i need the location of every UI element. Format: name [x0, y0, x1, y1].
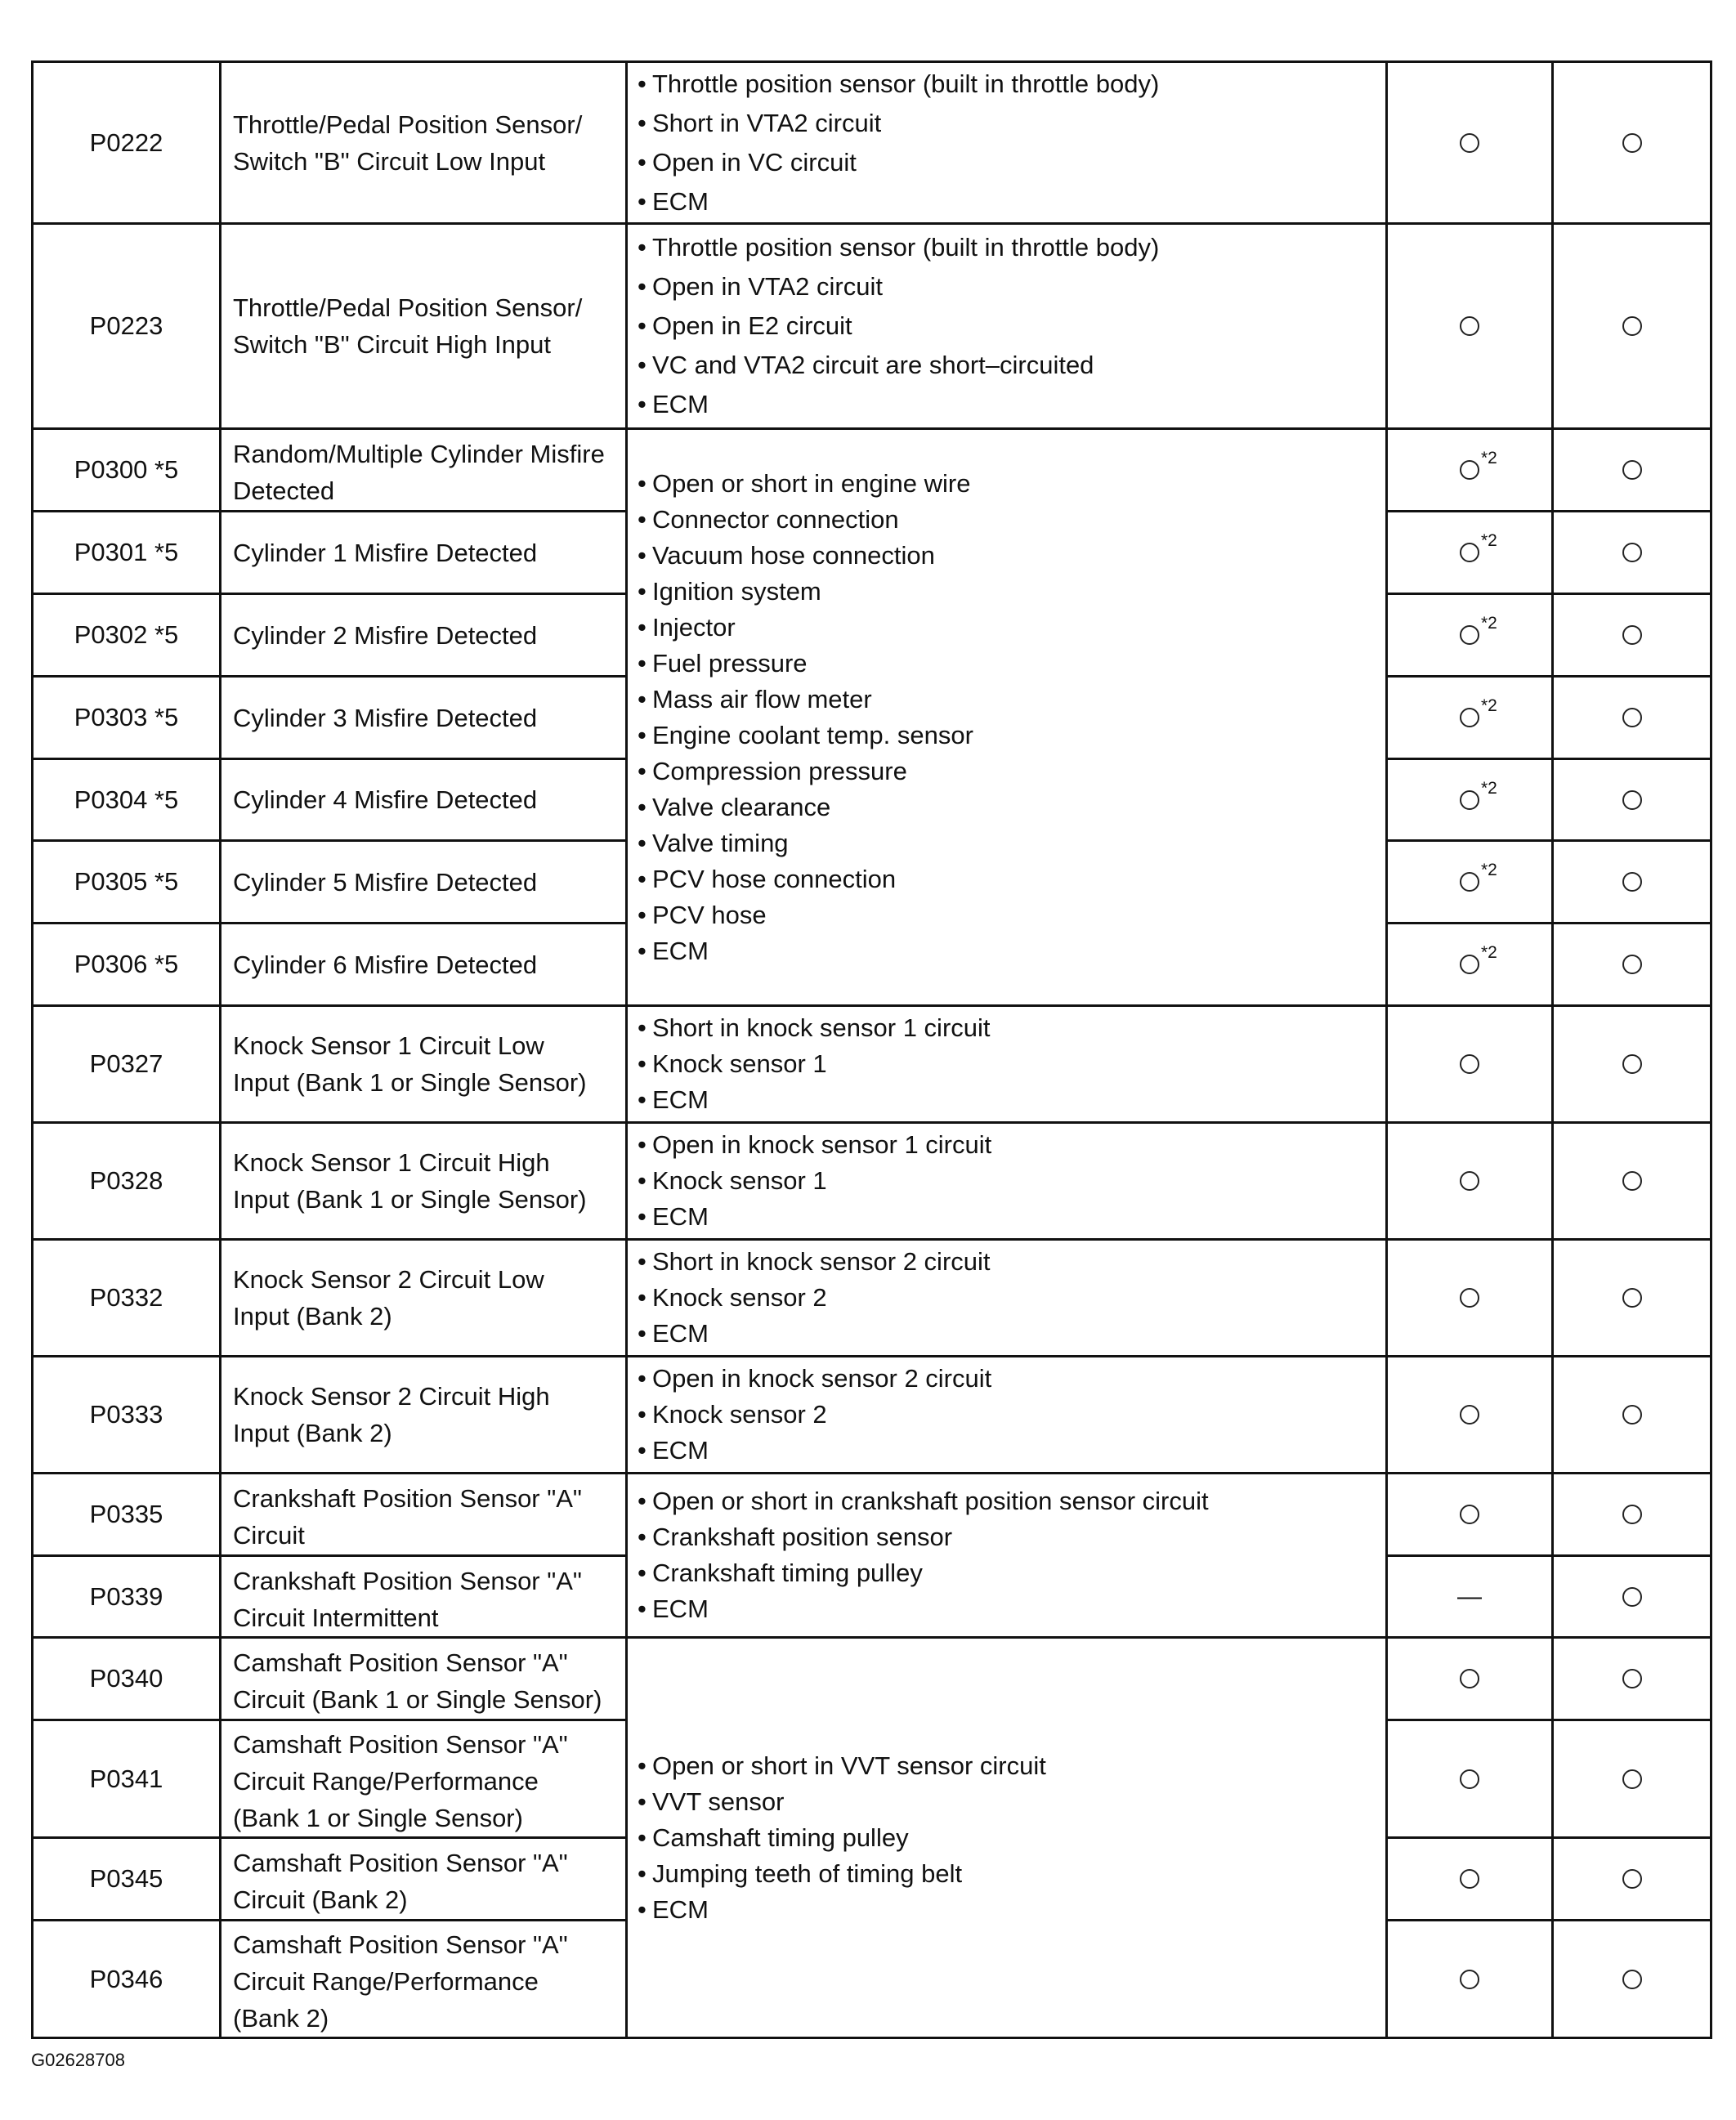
trouble-area-item: • Camshaft timing pulley	[636, 1820, 1374, 1856]
dtc-code: P0302 *5	[74, 620, 179, 649]
dtc-code: P0346	[89, 1964, 163, 1993]
detection-item-cell	[221, 1838, 627, 1921]
circle-mark-icon	[1460, 316, 1479, 336]
table-row	[33, 1357, 1711, 1474]
circle-mark-icon	[1460, 1505, 1479, 1524]
trouble-area-item: • ECM	[636, 1082, 1374, 1118]
dtc-code: P0327	[89, 1049, 163, 1078]
trouble-area-cell	[627, 1240, 1387, 1357]
circle-mark-icon	[1622, 1054, 1642, 1074]
dtc-code: P0341	[89, 1764, 163, 1793]
detection-item-cell	[221, 1638, 627, 1720]
memory-cell	[1553, 1638, 1711, 1720]
dtc-code-cell	[33, 1720, 221, 1838]
footnote-mark: *2	[1481, 614, 1497, 633]
detection-line: Camshaft Position Sensor "A"	[233, 1930, 568, 1959]
circle-mark-icon	[1460, 1769, 1479, 1789]
detection-line: Knock Sensor 2 Circuit Low	[233, 1265, 544, 1294]
mil-cell	[1387, 1357, 1553, 1474]
detection-line: Knock Sensor 1 Circuit High	[233, 1148, 550, 1177]
detection-line: Input (Bank 1 or Single Sensor)	[233, 1185, 587, 1214]
figure-id: G02628708	[31, 2050, 125, 2070]
memory-cell	[1553, 62, 1711, 224]
trouble-area-cell	[627, 1006, 1387, 1123]
detection-line: Camshaft Position Sensor "A"	[233, 1730, 568, 1759]
memory-cell	[1553, 1556, 1711, 1638]
circle-mark-icon	[1622, 1869, 1642, 1889]
memory-cell	[1553, 1474, 1711, 1556]
dtc-code-cell	[33, 429, 221, 512]
detection-line: (Bank 2)	[233, 2004, 329, 2033]
trouble-area-cell	[627, 62, 1387, 224]
dtc-code: P0305 *5	[74, 867, 179, 896]
mil-cell	[1387, 1123, 1553, 1240]
mil-cell	[1387, 1556, 1553, 1638]
dtc-code-cell	[33, 841, 221, 924]
circle-mark-icon	[1622, 1505, 1642, 1524]
trouble-area-item: • Valve timing	[636, 825, 1374, 861]
detection-line: Input (Bank 1 or Single Sensor)	[233, 1068, 587, 1097]
detection-item-cell	[221, 224, 627, 429]
trouble-area-item: • ECM	[636, 1199, 1374, 1235]
trouble-area-item: • Open in VTA2 circuit	[636, 267, 1374, 306]
circle-mark-icon	[1622, 1669, 1642, 1688]
mil-cell	[1387, 924, 1553, 1006]
dtc-code: P0345	[89, 1864, 163, 1893]
footnote-mark: *2	[1481, 778, 1497, 798]
circle-mark-icon	[1460, 955, 1479, 974]
dtc-code-cell	[33, 62, 221, 224]
dtc-code: P0223	[89, 311, 163, 340]
detection-item-cell	[221, 1720, 627, 1838]
table-row	[33, 224, 1711, 429]
trouble-area-item: • PCV hose connection	[636, 861, 1374, 897]
dtc-code: P0339	[89, 1581, 163, 1611]
mil-cell	[1387, 1720, 1553, 1838]
detection-item-cell	[221, 1556, 627, 1638]
dtc-code-cell	[33, 512, 221, 594]
dtc-code: P0328	[89, 1166, 163, 1195]
trouble-area-item: • ECM	[636, 385, 1374, 424]
memory-cell	[1553, 677, 1711, 759]
trouble-area-item: • Open or short in crankshaft position sensor circuit	[636, 1483, 1374, 1519]
memory-cell	[1553, 594, 1711, 677]
detection-line: Cylinder 3 Misfire Detected	[233, 703, 538, 732]
dtc-code: P0335	[89, 1500, 163, 1528]
table-row	[33, 1240, 1711, 1357]
detection-item-cell	[221, 594, 627, 677]
detection-item-cell	[221, 924, 627, 1006]
dtc-code-cell	[33, 1556, 221, 1638]
footnote-mark: *2	[1481, 861, 1497, 879]
trouble-area-item: • Valve clearance	[636, 789, 1374, 825]
mil-cell	[1387, 1838, 1553, 1921]
circle-mark-icon	[1622, 955, 1642, 974]
detection-item-cell	[221, 1006, 627, 1123]
table-row	[33, 1123, 1711, 1240]
trouble-area-item: • VC and VTA2 circuit are short–circuited	[636, 346, 1374, 385]
memory-cell	[1553, 1357, 1711, 1474]
mil-cell	[1387, 512, 1553, 594]
circle-mark-icon	[1622, 1171, 1642, 1191]
detection-line: Cylinder 4 Misfire Detected	[233, 785, 538, 814]
trouble-area-item: • Short in knock sensor 1 circuit	[636, 1010, 1374, 1046]
detection-item-cell	[221, 512, 627, 594]
detection-item-cell	[221, 759, 627, 841]
dtc-code: P0300 *5	[74, 455, 179, 484]
detection-line: Cylinder 6 Misfire Detected	[233, 950, 538, 979]
table-row	[33, 1474, 1711, 1556]
detection-item-cell	[221, 1357, 627, 1474]
mil-cell	[1387, 1921, 1553, 2038]
mil-cell	[1387, 1240, 1553, 1357]
dtc-code-cell	[33, 677, 221, 759]
detection-line: Detected	[233, 476, 335, 505]
trouble-area-item: • Open in VC circuit	[636, 143, 1374, 182]
detection-line: Circuit Intermittent	[233, 1603, 439, 1632]
circle-mark-icon	[1460, 1171, 1479, 1191]
detection-line: Knock Sensor 1 Circuit Low	[233, 1031, 544, 1060]
memory-cell	[1553, 512, 1711, 594]
memory-cell	[1553, 429, 1711, 512]
detection-item-cell	[221, 677, 627, 759]
dtc-code: P0332	[89, 1283, 163, 1312]
dtc-code-cell	[33, 224, 221, 429]
dtc-code-cell	[33, 1638, 221, 1720]
trouble-area-cell	[627, 1123, 1387, 1240]
detection-item-cell	[221, 1240, 627, 1357]
trouble-area-item: • Short in knock sensor 2 circuit	[636, 1244, 1374, 1280]
circle-mark-icon	[1460, 1288, 1479, 1308]
trouble-area-cell	[627, 1474, 1387, 1638]
memory-cell	[1553, 841, 1711, 924]
dtc-code: P0304 *5	[74, 785, 179, 814]
dtc-code: P0333	[89, 1400, 163, 1429]
trouble-area-item: • Compression pressure	[636, 754, 1374, 789]
dtc-code: P0301 *5	[74, 538, 179, 566]
dtc-code-cell	[33, 594, 221, 677]
circle-mark-icon	[1460, 1054, 1479, 1074]
dtc-code: P0303 *5	[74, 703, 179, 731]
dtc-code-cell	[33, 1357, 221, 1474]
detection-line: Random/Multiple Cylinder Misfire	[233, 440, 605, 468]
circle-mark-icon	[1460, 790, 1479, 810]
detection-line: Crankshaft Position Sensor "A"	[233, 1566, 582, 1595]
trouble-area-item: • Vacuum hose connection	[636, 538, 1374, 574]
trouble-area-item: • Short in VTA2 circuit	[636, 104, 1374, 143]
detection-line: (Bank 1 or Single Sensor)	[233, 1804, 523, 1832]
trouble-area-item: • ECM	[636, 1433, 1374, 1469]
trouble-area-item: • PCV hose	[636, 897, 1374, 933]
dtc-code-cell	[33, 1474, 221, 1556]
detection-line: Switch "B" Circuit High Input	[233, 330, 551, 359]
dtc-code-cell	[33, 1123, 221, 1240]
detection-line: Circuit Range/Performance	[233, 1767, 539, 1796]
trouble-area-item: • Open in knock sensor 1 circuit	[636, 1127, 1374, 1163]
detection-item-cell	[221, 841, 627, 924]
detection-line: Cylinder 1 Misfire Detected	[233, 538, 538, 567]
detection-line: Throttle/Pedal Position Sensor/	[233, 293, 583, 322]
table-row	[33, 429, 1711, 512]
trouble-area-item: • Open in knock sensor 2 circuit	[636, 1361, 1374, 1397]
detection-line: Circuit	[233, 1521, 305, 1550]
detection-line: Camshaft Position Sensor "A"	[233, 1648, 568, 1677]
trouble-area-item: • Throttle position sensor (built in throttle body)	[636, 65, 1374, 104]
memory-cell	[1553, 1240, 1711, 1357]
footnote-mark: *2	[1481, 943, 1497, 962]
mil-cell	[1387, 224, 1553, 429]
circle-mark-icon	[1622, 133, 1642, 153]
detection-item-cell	[221, 1123, 627, 1240]
memory-cell	[1553, 924, 1711, 1006]
detection-item-cell	[221, 62, 627, 224]
table-row	[33, 1006, 1711, 1123]
detection-item-cell	[221, 1921, 627, 2038]
trouble-area-item: • Knock sensor 1	[636, 1163, 1374, 1199]
dtc-code-cell	[33, 1838, 221, 1921]
circle-mark-icon	[1622, 1769, 1642, 1789]
table-row	[33, 62, 1711, 224]
memory-cell	[1553, 1720, 1711, 1838]
trouble-area-cell	[627, 224, 1387, 429]
circle-mark-icon	[1622, 625, 1642, 645]
mil-cell	[1387, 429, 1553, 512]
dtc-code-cell	[33, 924, 221, 1006]
trouble-area-item: • Fuel pressure	[636, 646, 1374, 682]
dtc-code-cell	[33, 1240, 221, 1357]
circle-mark-icon	[1460, 1405, 1479, 1425]
detection-line: Crankshaft Position Sensor "A"	[233, 1484, 582, 1513]
memory-cell	[1553, 1838, 1711, 1921]
circle-mark-icon	[1622, 1970, 1642, 1989]
mil-cell	[1387, 1006, 1553, 1123]
circle-mark-icon	[1622, 316, 1642, 336]
circle-mark-icon	[1622, 1405, 1642, 1425]
detection-line: Circuit (Bank 2)	[233, 1885, 408, 1914]
circle-mark-icon	[1460, 872, 1479, 892]
circle-mark-icon	[1460, 708, 1479, 727]
trouble-area-item: • Engine coolant temp. sensor	[636, 718, 1374, 754]
mil-cell	[1387, 841, 1553, 924]
trouble-area-item: • Jumping teeth of timing belt	[636, 1856, 1374, 1892]
detection-line: Cylinder 5 Misfire Detected	[233, 867, 538, 897]
trouble-area-item: • Throttle position sensor (built in throttle body)	[636, 228, 1374, 267]
trouble-area-cell	[627, 1357, 1387, 1474]
circle-mark-icon	[1460, 543, 1479, 562]
table-row	[33, 1638, 1711, 1720]
dtc-code: P0306 *5	[74, 950, 179, 978]
detection-line: Throttle/Pedal Position Sensor/	[233, 110, 583, 139]
trouble-area-item: • ECM	[636, 1591, 1374, 1627]
footnote-mark: *2	[1481, 449, 1497, 467]
mil-cell	[1387, 1474, 1553, 1556]
mil-cell	[1387, 759, 1553, 841]
detection-item-cell	[221, 1474, 627, 1556]
circle-mark-icon	[1622, 790, 1642, 810]
trouble-area-item: • Open or short in VVT sensor circuit	[636, 1748, 1374, 1784]
trouble-area-item: • ECM	[636, 1892, 1374, 1928]
trouble-area-item: • ECM	[636, 182, 1374, 221]
trouble-area-item: • Connector connection	[636, 502, 1374, 538]
trouble-area-item: • ECM	[636, 1316, 1374, 1352]
circle-mark-icon	[1622, 1288, 1642, 1308]
trouble-area-item: • Injector	[636, 610, 1374, 646]
dtc-code: P0340	[89, 1664, 163, 1693]
trouble-area-item: • ECM	[636, 933, 1374, 969]
trouble-area-item: • Mass air flow meter	[636, 682, 1374, 718]
dtc-code: P0222	[89, 127, 163, 157]
trouble-area-item: • Crankshaft position sensor	[636, 1519, 1374, 1555]
dtc-table	[31, 60, 1712, 2039]
dtc-code-cell	[33, 1006, 221, 1123]
dash-mark: —	[1457, 1582, 1482, 1610]
memory-cell	[1553, 1921, 1711, 2038]
circle-mark-icon	[1622, 460, 1642, 480]
circle-mark-icon	[1622, 708, 1642, 727]
detection-line: Circuit (Bank 1 or Single Sensor)	[233, 1685, 602, 1714]
circle-mark-icon	[1460, 460, 1479, 480]
trouble-area-cell	[627, 429, 1387, 1006]
mil-cell	[1387, 594, 1553, 677]
footnote-mark: *2	[1481, 531, 1497, 550]
trouble-area-item: • Ignition system	[636, 574, 1374, 610]
trouble-area-item: • Open in E2 circuit	[636, 306, 1374, 346]
dtc-code-cell	[33, 759, 221, 841]
dtc-code-cell	[33, 1921, 221, 2038]
mil-cell	[1387, 677, 1553, 759]
circle-mark-icon	[1622, 543, 1642, 562]
mil-cell	[1387, 62, 1553, 224]
detection-line: Circuit Range/Performance	[233, 1967, 539, 1996]
footnote-mark: *2	[1481, 696, 1497, 715]
mil-cell	[1387, 1638, 1553, 1720]
trouble-area-item: • Knock sensor 2	[636, 1397, 1374, 1433]
circle-mark-icon	[1460, 133, 1479, 153]
trouble-area-item: • Knock sensor 2	[636, 1280, 1374, 1316]
circle-mark-icon	[1622, 1587, 1642, 1607]
detection-line: Knock Sensor 2 Circuit High	[233, 1382, 550, 1411]
memory-cell	[1553, 1123, 1711, 1240]
trouble-area-item: • Open or short in engine wire	[636, 466, 1374, 502]
circle-mark-icon	[1622, 872, 1642, 892]
detection-line: Input (Bank 2)	[233, 1302, 392, 1331]
detection-item-cell	[221, 429, 627, 512]
detection-line: Input (Bank 2)	[233, 1419, 392, 1447]
memory-cell	[1553, 224, 1711, 429]
circle-mark-icon	[1460, 1869, 1479, 1889]
detection-line: Cylinder 2 Misfire Detected	[233, 620, 538, 650]
detection-line: Camshaft Position Sensor "A"	[233, 1849, 568, 1877]
circle-mark-icon	[1460, 1669, 1479, 1688]
circle-mark-icon	[1460, 1970, 1479, 1989]
trouble-area-item: • Crankshaft timing pulley	[636, 1555, 1374, 1591]
detection-line: Switch "B" Circuit Low Input	[233, 146, 546, 176]
circle-mark-icon	[1460, 625, 1479, 645]
trouble-area-item: • VVT sensor	[636, 1784, 1374, 1820]
trouble-area-item: • Knock sensor 1	[636, 1046, 1374, 1082]
memory-cell	[1553, 1006, 1711, 1123]
trouble-area-cell	[627, 1638, 1387, 2038]
memory-cell	[1553, 759, 1711, 841]
